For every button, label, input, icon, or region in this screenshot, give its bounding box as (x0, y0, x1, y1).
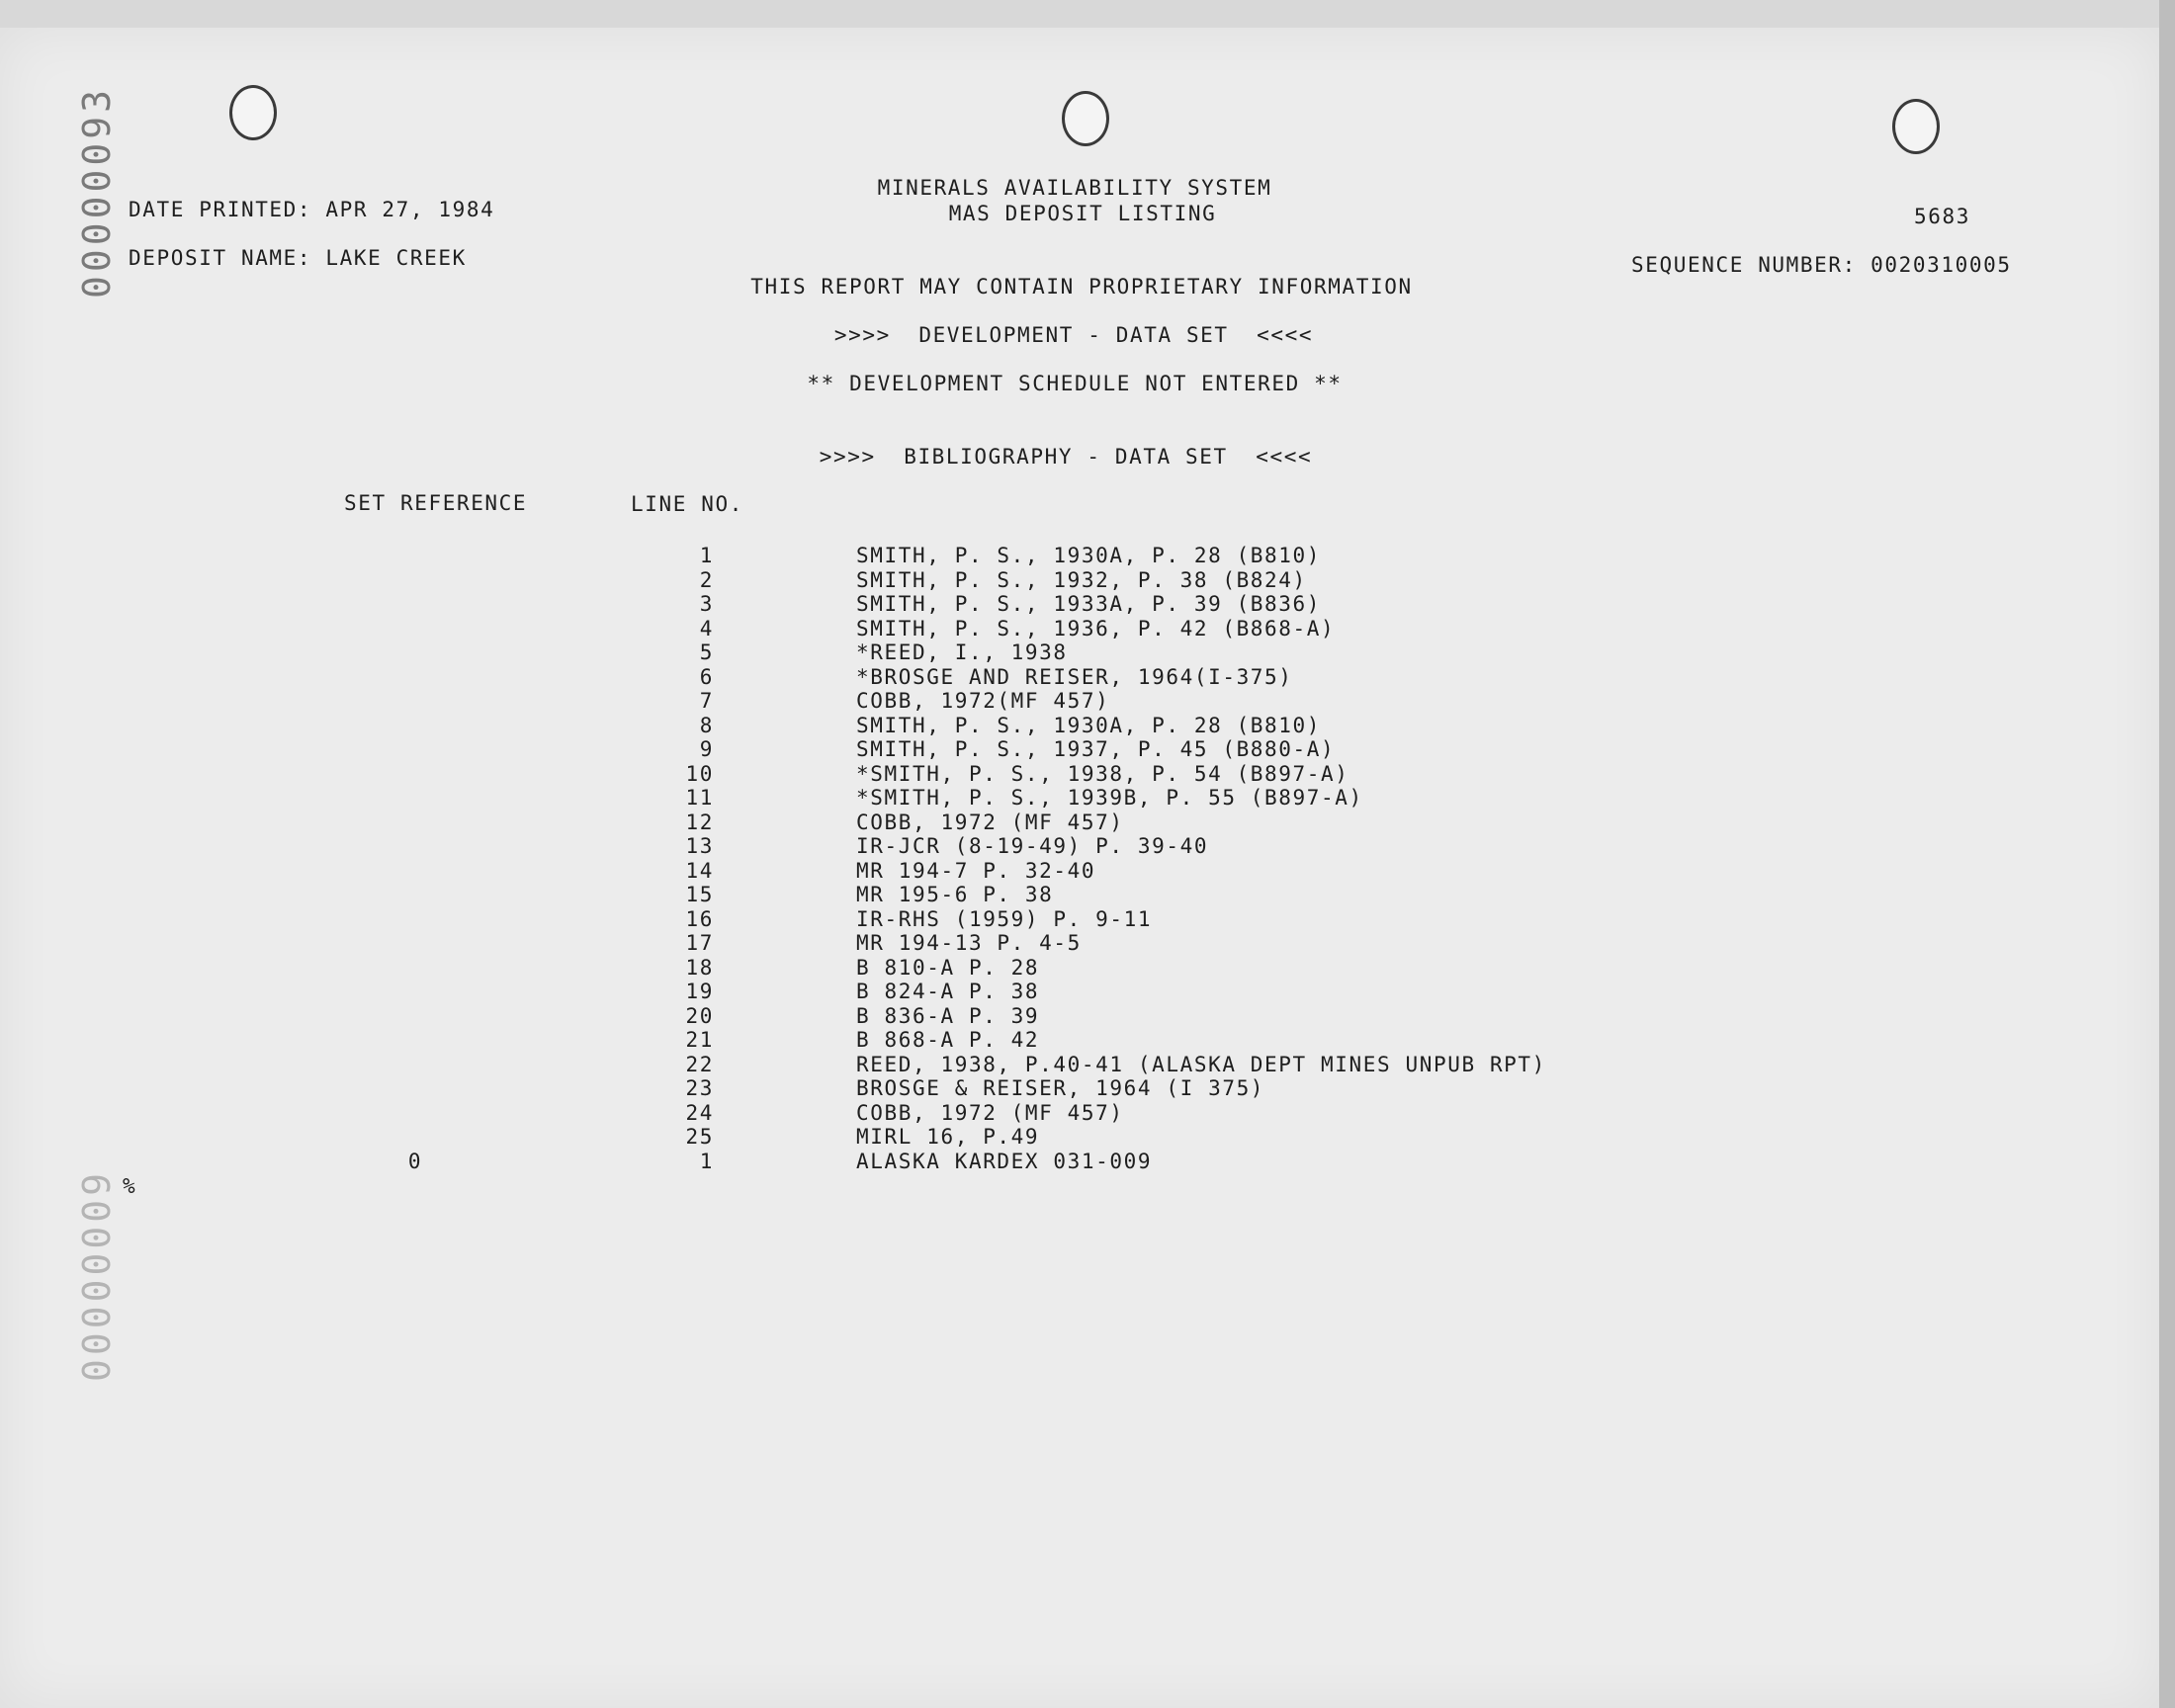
column-header-line-no: LINE NO. (631, 492, 743, 516)
development-heading: >>>> DEVELOPMENT - DATA SET <<<< (833, 323, 1314, 347)
line-number-cell: 22 (685, 1053, 714, 1076)
bibliography-row (0, 956, 2159, 980)
citation-cell: COBB, 1972 (MF 457) (856, 1101, 1124, 1125)
bibliography-row (0, 907, 2159, 931)
scan-background-top (0, 0, 2175, 28)
line-number-cell: 12 (685, 811, 714, 834)
line-number-cell: 7 (699, 689, 714, 713)
citation-cell: MIRL 16, P.49 (856, 1125, 1040, 1149)
line-number-cell: 20 (685, 1004, 714, 1028)
bibliography-row (0, 617, 2159, 640)
citation-cell: *SMITH, P. S., 1939B, P. 55 (B897-A) (856, 786, 1363, 810)
citation-cell: *BROSGE AND REISER, 1964(I-375) (856, 665, 1293, 689)
bibliography-row (0, 980, 2159, 1003)
citation-cell: B 824-A P. 38 (856, 980, 1040, 1003)
citation-cell: COBB, 1972(MF 457) (856, 689, 1110, 713)
percent-mark: % (123, 1174, 137, 1198)
line-number-cell: 1 (699, 1150, 714, 1173)
line-number-cell: 18 (685, 956, 714, 980)
bibliography-row (0, 883, 2159, 906)
line-number-cell: 24 (685, 1101, 714, 1125)
line-number-cell: 3 (699, 592, 714, 616)
bibliography-row (0, 1053, 2159, 1076)
development-note: ** DEVELOPMENT SCHEDULE NOT ENTERED ** (807, 372, 1343, 395)
page-number: 5683 (1914, 205, 1970, 228)
bibliography-row (0, 689, 2159, 713)
date-printed: DATE PRINTED: APR 27, 1984 (129, 198, 495, 221)
citation-cell: B 810-A P. 28 (856, 956, 1040, 980)
column-header-set-reference: SET REFERENCE (344, 491, 528, 515)
bibliography-row (0, 786, 2159, 810)
line-number-cell: 14 (685, 859, 714, 883)
line-number-cell: 10 (685, 762, 714, 786)
citation-cell: COBB, 1972 (MF 457) (856, 811, 1124, 834)
line-number-cell: 25 (685, 1125, 714, 1149)
line-number-cell: 11 (685, 786, 714, 810)
punch-hole-left (229, 85, 277, 140)
citation-cell: SMITH, P. S., 1932, P. 38 (B824) (856, 568, 1307, 592)
line-number-cell: 21 (685, 1028, 714, 1052)
sequence-number: SEQUENCE NUMBER: 0020310005 (1631, 253, 2012, 277)
line-number-cell: 1 (699, 544, 714, 567)
bibliography-row (0, 931, 2159, 955)
citation-cell: MR 194-13 P. 4-5 (856, 931, 1082, 955)
line-number-cell: 16 (685, 907, 714, 931)
bibliography-row (0, 640, 2159, 664)
listing-title: MAS DEPOSIT LISTING (948, 202, 1217, 225)
bibliography-row (0, 1076, 2159, 1100)
citation-cell: REED, 1938, P.40-41 (ALASKA DEPT MINES UNPUB RPT) (856, 1053, 1546, 1076)
bibliography-row (0, 714, 2159, 737)
bibliography-row (0, 592, 2159, 616)
bibliography-row (0, 568, 2159, 592)
citation-cell: SMITH, P. S., 1930A, P. 28 (B810) (856, 544, 1322, 567)
line-number-cell: 23 (685, 1076, 714, 1100)
line-number-cell: 4 (699, 617, 714, 640)
citation-cell: IR-RHS (1959) P. 9-11 (856, 907, 1153, 931)
line-number-cell: 17 (685, 931, 714, 955)
citation-cell: B 868-A P. 42 (856, 1028, 1040, 1052)
line-number-cell: 13 (685, 834, 714, 858)
bibliography-row (0, 834, 2159, 858)
system-title: MINERALS AVAILABILITY SYSTEM (877, 176, 1272, 200)
bibliography-row (0, 811, 2159, 834)
citation-cell: *REED, I., 1938 (856, 640, 1068, 664)
punch-hole-right (1892, 99, 1940, 154)
citation-cell: SMITH, P. S., 1933A, P. 39 (B836) (856, 592, 1322, 616)
punch-hole-center (1062, 91, 1109, 146)
citation-cell: MR 195-6 P. 38 (856, 883, 1054, 906)
bibliography-row (0, 1125, 2159, 1149)
bibliography-row (0, 762, 2159, 786)
citation-cell: ALASKA KARDEX 031-009 (856, 1150, 1153, 1173)
citation-cell: BROSGE & REISER, 1964 (I 375) (856, 1076, 1265, 1100)
line-number-cell: 9 (699, 737, 714, 761)
line-number-cell: 2 (699, 568, 714, 592)
citation-cell: SMITH, P. S., 1937, P. 45 (B880-A) (856, 737, 1336, 761)
line-number-cell: 8 (699, 714, 714, 737)
set-reference-cell: 0 (407, 1150, 423, 1173)
citation-cell: *SMITH, P. S., 1938, P. 54 (B897-A) (856, 762, 1349, 786)
proprietary-notice: THIS REPORT MAY CONTAIN PROPRIETARY INFORMATION (750, 275, 1413, 299)
bibliography-heading: >>>> BIBLIOGRAPHY - DATA SET <<<< (819, 445, 1313, 469)
citation-cell: SMITH, P. S., 1936, P. 42 (B868-A) (856, 617, 1336, 640)
bibliography-row (0, 1101, 2159, 1125)
citation-cell: IR-JCR (8-19-49) P. 39-40 (856, 834, 1209, 858)
bibliography-row (0, 737, 2159, 761)
citation-cell: SMITH, P. S., 1930A, P. 28 (B810) (856, 714, 1322, 737)
bibliography-row (0, 1150, 2159, 1173)
line-number-cell: 5 (699, 640, 714, 664)
line-number-cell: 6 (699, 665, 714, 689)
line-number-cell: 15 (685, 883, 714, 906)
deposit-name: DEPOSIT NAME: LAKE CREEK (129, 246, 467, 270)
bibliography-row (0, 1028, 2159, 1052)
bibliography-row (0, 665, 2159, 689)
bibliography-row (0, 544, 2159, 567)
citation-cell: B 836-A P. 39 (856, 1004, 1040, 1028)
scan-background-right (2159, 0, 2175, 1708)
line-number-cell: 19 (685, 980, 714, 1003)
margin-stamp-bottom: 00000009 (75, 1168, 119, 1382)
margin-stamp-top: 00000093 (75, 85, 119, 299)
citation-cell: MR 194-7 P. 32-40 (856, 859, 1096, 883)
bibliography-row (0, 859, 2159, 883)
bibliography-row (0, 1004, 2159, 1028)
